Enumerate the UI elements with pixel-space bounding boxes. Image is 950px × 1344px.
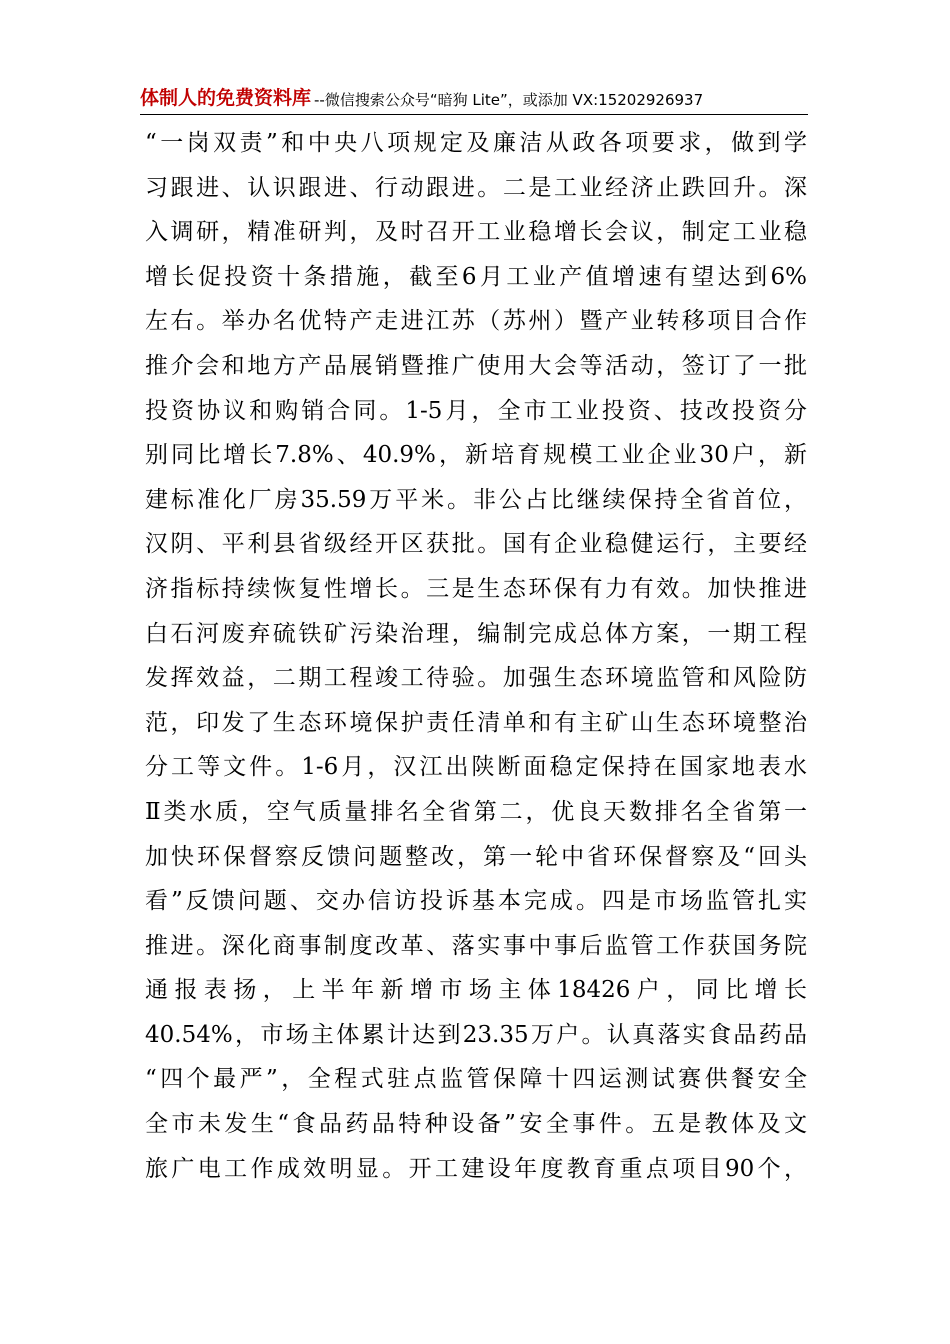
text-line: 别同比增长7.8%、40.9%，新培育规模工业企业30户，新 [145,442,807,469]
header-title: 体制人的免费资料库 [140,87,312,109]
text-line: 推进。深化商事制度改革、落实事中事后监管工作获国务院 [145,932,807,959]
text-line: 分工等文件。1-6月，汉江出陕断面稳定保持在国家地表水 [145,754,807,781]
text-line: 白石河废弃硫铁矿污染治理，编制完成总体方案，一期工程 [145,620,807,647]
text-line: 发挥效益，二期工程竣工待验。加强生态环境监管和风险防 [145,665,807,692]
text-line: 建标准化厂房35.59万平米。非公占比继续保持全省首位， [145,486,807,513]
text-line: 入调研，精准研判，及时召开工业稳增长会议，制定工业稳 [145,219,807,246]
text-line: “一岗双责”和中央八项规定及廉洁从政各项要求，做到学 [145,130,807,156]
text-line: 旅广电工作成效明显。开工建设年度教育重点项目90个， [145,1155,807,1182]
text-line: 加快环保督察反馈问题整改，第一轮中省环保督察及“回头 [145,843,807,870]
text-line: 汉阴、平利县省级经开区获批。国有企业稳健运行，主要经 [145,531,807,558]
text-line: “四个最严”，全程式驻点监管保障十四运测试赛供餐安全 [145,1066,807,1093]
text-line: 范，印发了生态环境保护责任清单和有主矿山生态环境整治 [145,709,807,736]
text-line: 济指标持续恢复性增长。三是生态环保有力有效。加快推进 [145,575,807,602]
text-line: 40.54%，市场主体累计达到23.35万户。认真落实食品药品 [145,1021,807,1048]
text-line: 增长促投资十条措施，截至6月工业产值增速有望达到6% [145,263,807,290]
text-line: 左右。举办名优特产走进江苏（苏州）暨产业转移项目合作 [145,308,807,335]
body-text [145,121,807,1191]
text-line: 通报表扬，上半年新增市场主体18426户，同比增长 [145,977,807,1004]
page-header [140,84,808,115]
header-subtitle: --微信搜索公众号“暗狗 Lite”，或添加 VX:15202926937 [314,91,704,109]
text-line: 投资协议和购销合同。1-5月，全市工业投资、技改投资分 [145,397,807,424]
text-line: 看”反馈问题、交办信访投诉基本完成。四是市场监管扎实 [145,888,807,915]
text-line: 习跟进、认识跟进、行动跟进。二是工业经济止跌回升。深 [145,174,807,201]
text-line: 推介会和地方产品展销暨推广使用大会等活动，签订了一批 [145,352,807,379]
text-line: Ⅱ类水质，空气质量排名全省第二，优良天数排名全省第一 [145,798,807,825]
text-line: 全市未发生“食品药品特种设备”安全事件。五是教体及文 [145,1111,807,1138]
